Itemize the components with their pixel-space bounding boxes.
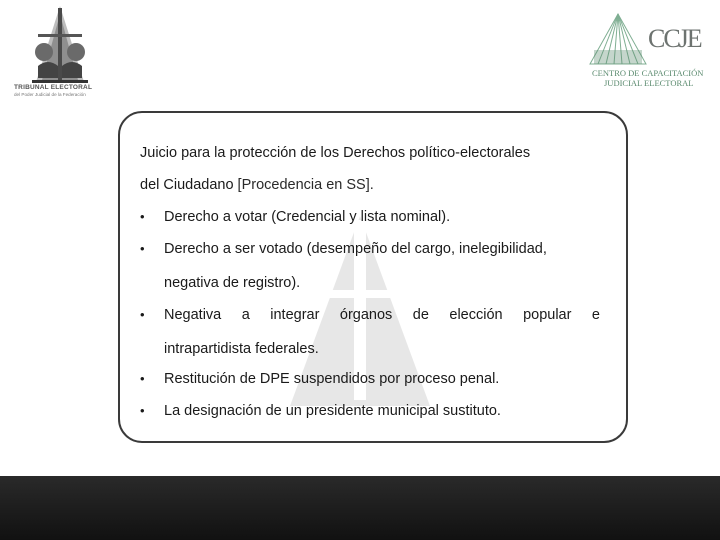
ccje-emblem-icon [588,10,648,66]
heading-normal-part: [Procedencia en SS]. [233,177,374,193]
bullet-icon: • [140,241,145,256]
list-item-continuation: intrapartidista federales. [164,341,319,357]
ccje-logo [588,10,712,90]
scales-of-justice-icon [24,4,96,84]
heading-bold-part-1: Juicio para la protección de los Derechos político-electorales [140,145,531,161]
tribunal-electoral-logo [14,4,106,100]
bottom-band [0,476,720,540]
list-item-text: Negativa a integrar órganos de elección popular e [164,307,600,323]
ccje-name-line2: JUDICIAL ELECTORAL [604,78,694,88]
bullet-icon: • [140,403,145,418]
heading-line-2 [140,176,610,194]
heading-line-1 [140,144,610,162]
list-item-text: Restitución de DPE suspendidos por proceso penal. [164,371,500,387]
list-item-text: La designación de un presidente municipal sustituto. [164,403,501,419]
list-item-continuation: negativa de registro). [164,275,301,291]
bullet-icon: • [140,307,145,322]
bullet-icon: • [140,209,145,224]
ccje-mark: CCJE [648,24,701,53]
heading-bold-part-2: del Ciudadano [140,177,234,193]
list-item-text: Derecho a votar (Credencial y lista nominal). [164,209,451,225]
tribunal-subtitle: del Poder Judicial de la Federación [14,92,86,97]
list-item-text: Derecho a ser votado (desempeño del cargo, inelegibilidad, [164,241,547,257]
bullet-icon: • [140,371,145,386]
ccje-name-line1: CENTRO DE CAPACITACIÓN [592,68,704,78]
tribunal-name: TRIBUNAL ELECTORAL [14,84,93,91]
